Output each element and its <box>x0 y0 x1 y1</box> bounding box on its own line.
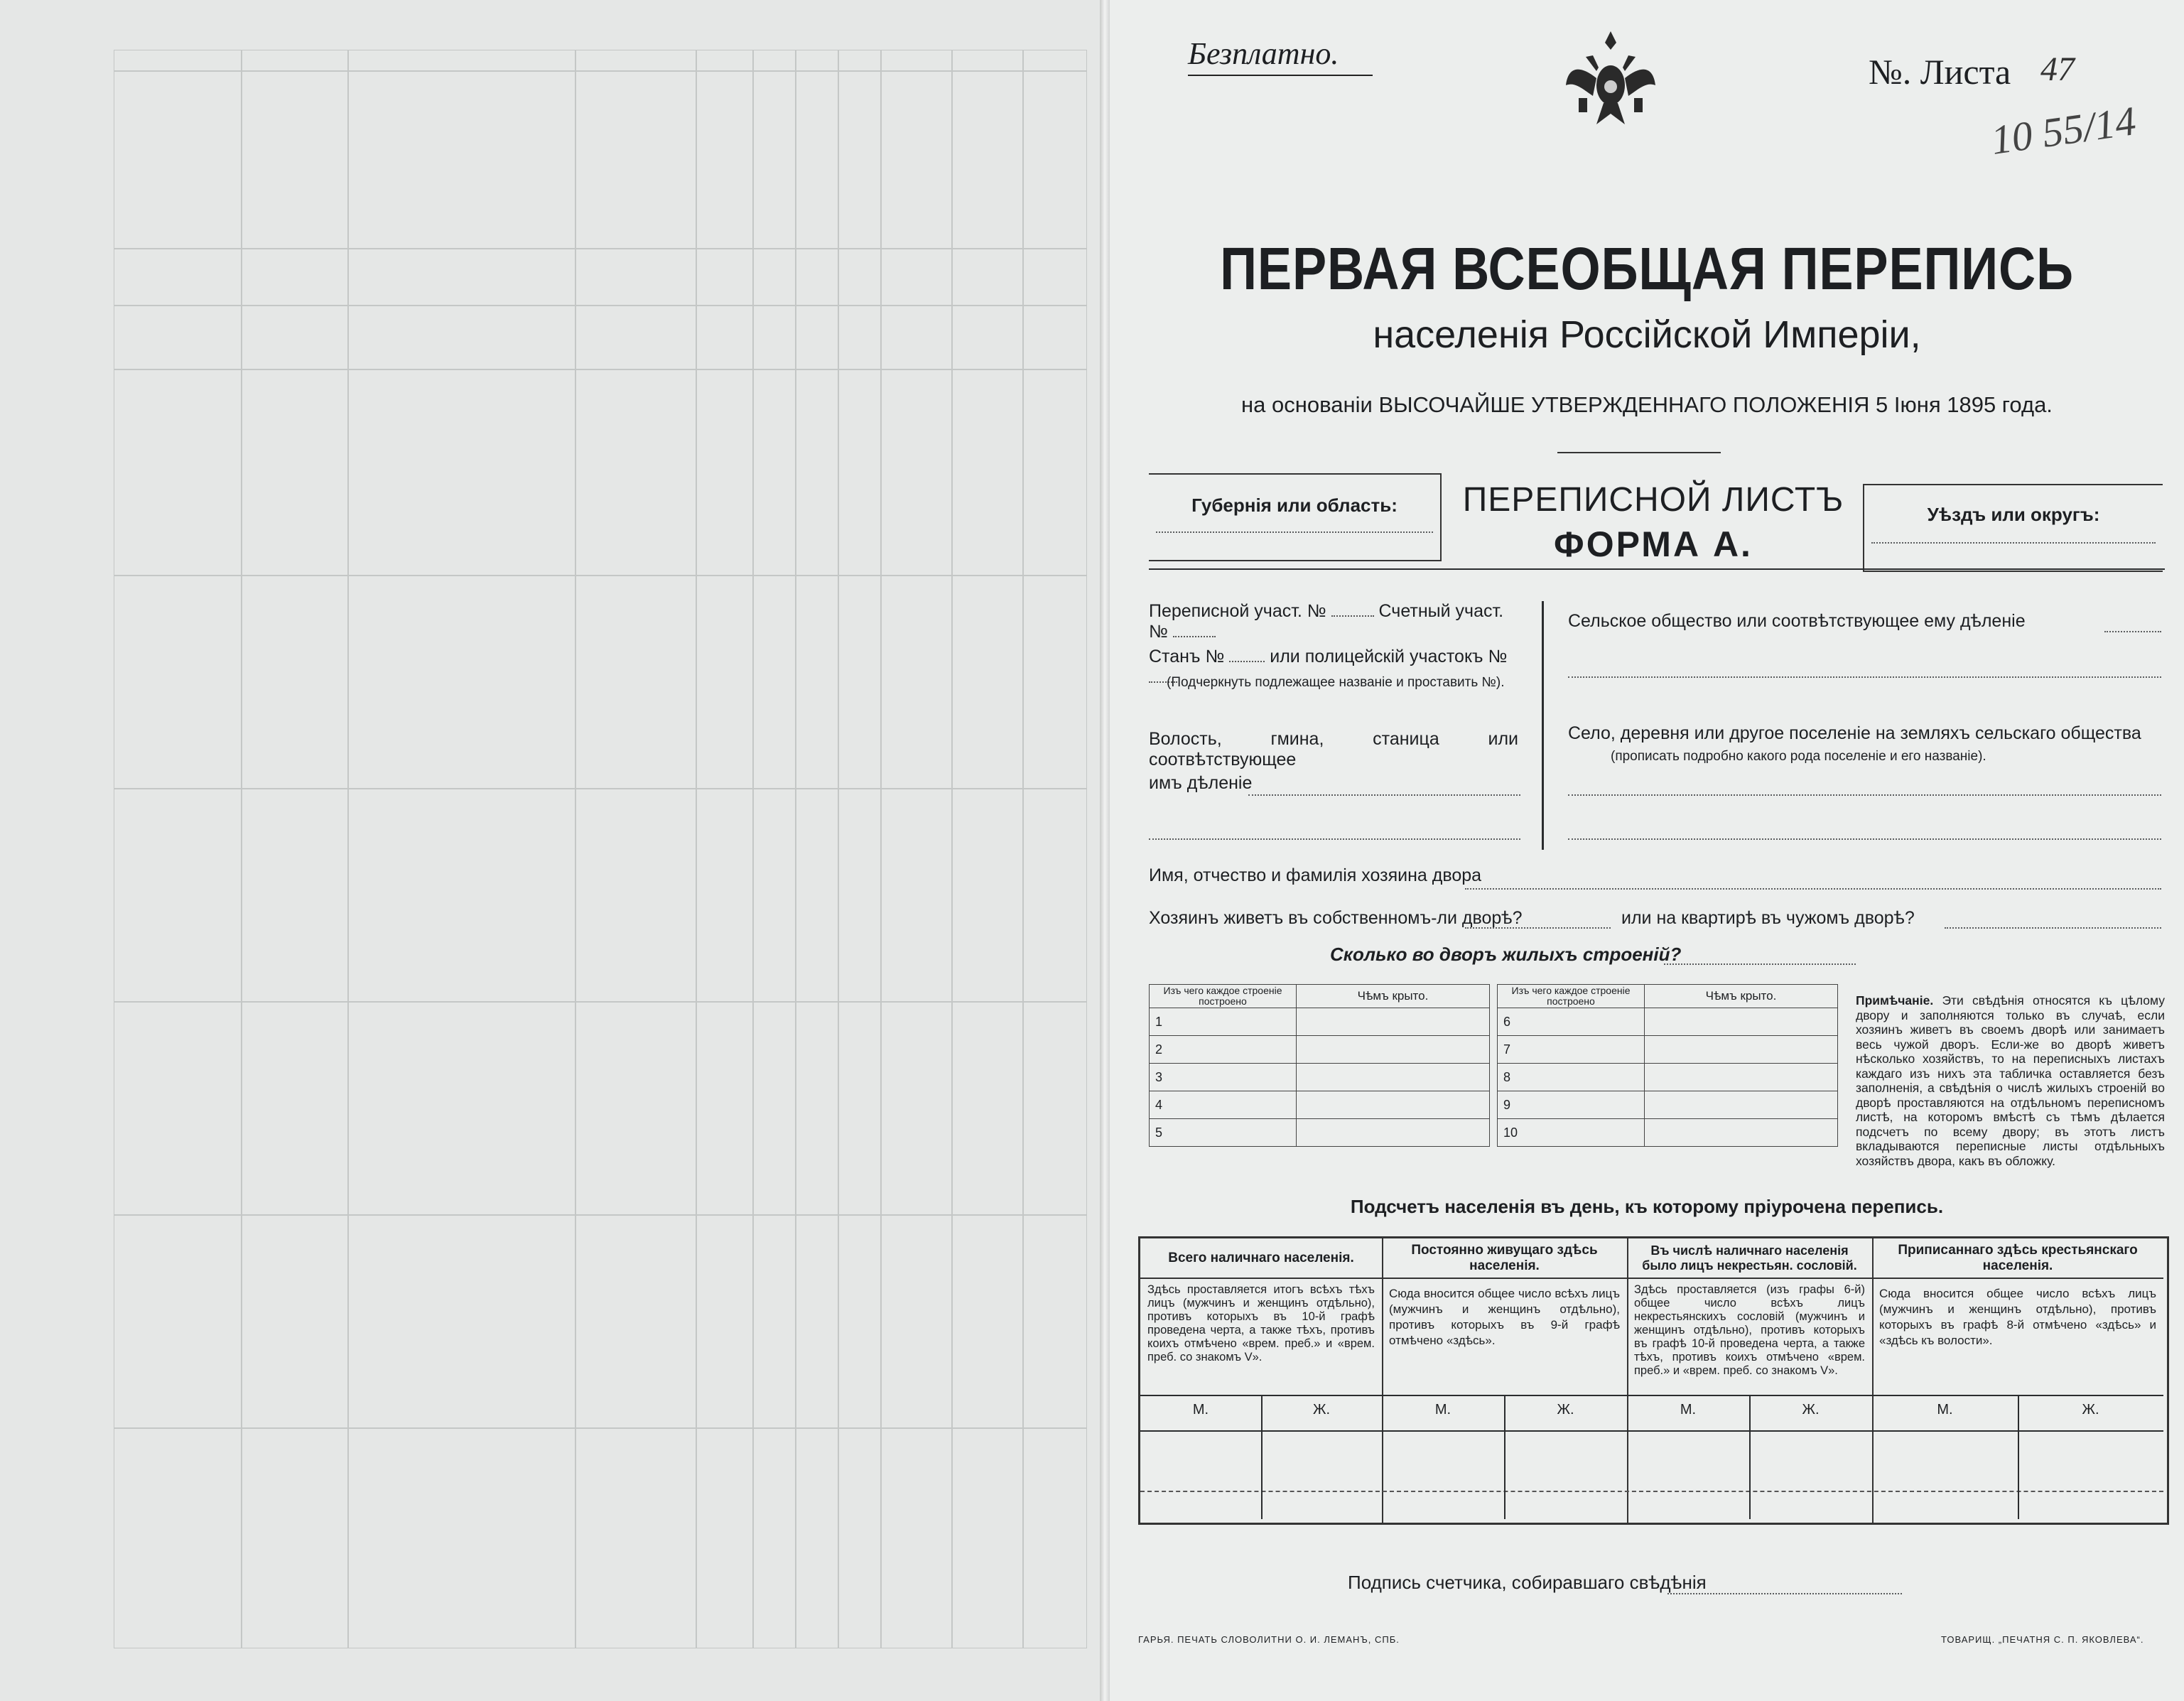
table-row: 2 <box>1150 1036 1490 1064</box>
sheet-number-label: №. Листа <box>1869 52 2011 92</box>
free-label: Безплатно. <box>1188 36 1373 76</box>
rural-society-field: Сельское общество или соотвѣтствующее ему дѣленіе <box>1568 611 2026 631</box>
female-header: Ж. <box>1557 1402 1574 1418</box>
form-name: ФОРМА А. <box>1554 524 1753 564</box>
table-row: 7 <box>1498 1036 1838 1064</box>
count-column: Постоянно живущаго здѣсь населенія. Сюда вносится общее число всѣхъ лицъ (мужчинъ и женщинъ отдѣльно), противъ которыхъ въ 9-й графѣ отмѣчено «здѣсь». <box>1382 1238 1628 1523</box>
male-header: М. <box>1192 1402 1209 1418</box>
uezd-box <box>1863 484 2163 572</box>
stan-field: Станъ № или полицейскій участокъ № <box>1149 647 1511 688</box>
owner-name-field: Имя, отчество и фамилія хозяина двора <box>1149 865 1482 885</box>
table-row: 3 <box>1150 1064 1490 1091</box>
male-header: М. <box>1680 1402 1697 1418</box>
gubernia-box <box>1149 473 1442 561</box>
legal-basis: на основаніи ВЫСОЧАЙШЕ УТВЕРЖДЕННАГО ПОЛОЖЕНІЯ 5 Іюня 1895 года. <box>1241 392 2053 417</box>
table-row: 8 <box>1498 1064 1838 1091</box>
owner-lives-field: Хозяинъ живетъ въ собственномъ-ли дворѣ? <box>1149 908 1523 928</box>
table-row: 6 <box>1498 1008 1838 1036</box>
female-header: Ж. <box>1802 1402 1820 1418</box>
count-column: Всего наличнаго населенія. Здѣсь проставляется итогъ всѣхъ тѣхъ лицъ (мужчинъ и женщинъ отдѣльно), противъ которыхъ въ 10-й графѣ проведена черта, а также тѣхъ, противъ коихъ отмѣчено «врем. преб.» и «врем. преб. со знакомъ V». <box>1140 1238 1383 1523</box>
col-built-header: Изъ чего каждое строеніе построено <box>1498 985 1645 1008</box>
count-column: Въ числѣ наличнаго населенія было лицъ некрестьян. сословій. Здѣсь проставляется (изъ графы 6-й) общее число всѣхъ лицъ некрестьянскихъ сословій (мужчинъ и женщинъ отдѣльно), противъ которыхъ въ графѣ 10-й проведена черта, а также тѣхъ, противъ коихъ отмѣчено «врем. преб.» и «врем. преб. со знакомъ V». <box>1627 1238 1874 1523</box>
rented-field: или на квартирѣ въ чужомъ дворѣ? <box>1621 908 1915 928</box>
buildings-table-left <box>1149 984 1490 1147</box>
note-block <box>1856 993 2165 1168</box>
printer-imprint-left: ГАРЬЯ. ПЕЧАТЬ СЛОВОЛИТНИ О. И. ЛЕМАНЪ, СПБ. <box>1138 1634 1400 1645</box>
table-row: 4 <box>1150 1091 1490 1119</box>
table-row: 1 <box>1150 1008 1490 1036</box>
volost-field-line2: имъ дѣленіе <box>1149 773 1253 793</box>
village-field: Село, деревня или другое поселеніе на земляхъ сельскаго общества <box>1568 723 2141 743</box>
imperial-eagle-emblem <box>1564 28 1657 135</box>
ornament-divider <box>1557 452 1721 453</box>
signature-field: Подпись счетчика, собиравшаго свѣдѣнія <box>1348 1572 1707 1593</box>
book-spine <box>1100 0 1110 1701</box>
col-built-header: Изъ чего каждое строеніе построено <box>1150 985 1297 1008</box>
underline-note: (Подчеркнуть подлежащее названіе и проставить №). <box>1167 675 1505 690</box>
note-label: Примѣчаніе. <box>1856 993 1934 1008</box>
buildings-question: Сколько во дворъ жилыхъ строеній? <box>1330 944 1682 965</box>
note-text: Эти свѣдѣнія относятся къ цѣлому двору и заполняются только въ случаѣ, если хозяинъ живетъ въ своемъ дворѣ или занимаетъ весь чужой дворъ. Если-же во дворѣ живетъ нѣсколько хозяйствъ, то на переписныхъ листахъ каждаго изъ нихъ эта табличка оставляется безъ заполненія, а свѣдѣнія о числѣ жилыхъ строеній во дворѣ проставляются на отдѣльномъ переписномъ листѣ, на которомъ вмѣстѣ съ тѣмъ дѣлается подсчетъ по всему двору; въ этотъ листъ вкладываются переписные листы отдѣльныхъ хозяйствъ двора, какъ въ обложку. <box>1856 993 2165 1168</box>
census-section-field: Переписной участ. № Счетный участ. № <box>1149 601 1504 642</box>
faint-grid-bleedthrough <box>114 50 1087 1648</box>
printer-imprint-right: ТОВАРИЩ. „ПЕЧАТНЯ С. П. ЯКОВЛЕВА“. <box>1941 1634 2144 1645</box>
sheet-number-value: 47 <box>2040 50 2075 88</box>
col-roof-header: Чѣмъ крыто. <box>1645 985 1838 1008</box>
column-divider <box>1542 601 1544 850</box>
female-header: Ж. <box>1312 1402 1331 1418</box>
male-header: М. <box>1937 1402 1953 1418</box>
buildings-table-right <box>1497 984 1838 1147</box>
handwritten-reference: 10 55/14 <box>1988 97 2139 163</box>
page-subtitle: населенія Россійской Имперіи, <box>1373 313 1921 356</box>
census-form-page <box>1110 0 2184 1701</box>
col-roof-header: Чѣмъ крыто. <box>1297 985 1490 1008</box>
table-row: 9 <box>1498 1091 1838 1119</box>
male-header: М. <box>1434 1402 1452 1418</box>
page-title: ПЕРВАЯ ВСЕОБЩАЯ ПЕРЕПИСЬ <box>1220 235 2074 302</box>
table-row: 5 <box>1150 1119 1490 1147</box>
female-header: Ж. <box>2082 1402 2099 1418</box>
village-note: (прописать подробно какого рода поселеніе и его названіе). <box>1611 749 1986 764</box>
form-title-box <box>1451 473 1856 566</box>
table-row: 10 <box>1498 1119 1838 1147</box>
count-heading: Подсчетъ населенія въ день, къ которому пріурочена перепись. <box>1350 1196 1944 1217</box>
volost-field: Волость, гмина, станица или соотвѣтствующее <box>1149 729 1518 770</box>
count-column: Приписаннаго здѣсь крестьянскаго населенія. Сюда вносится общее число всѣхъ лицъ (мужчинъ и женщинъ отдѣльно), противъ которыхъ въ графѣ 8-й отмѣчено «здѣсь» и «здѣсь къ волости». <box>1872 1238 2163 1523</box>
uezd-label: Уѣздъ или округъ: <box>1927 504 2100 525</box>
form-title: ПЕРЕПИСНОЙ ЛИСТЪ <box>1462 481 1844 519</box>
count-table <box>1138 1236 2169 1525</box>
gubernia-label: Губернія или область: <box>1191 495 1398 516</box>
